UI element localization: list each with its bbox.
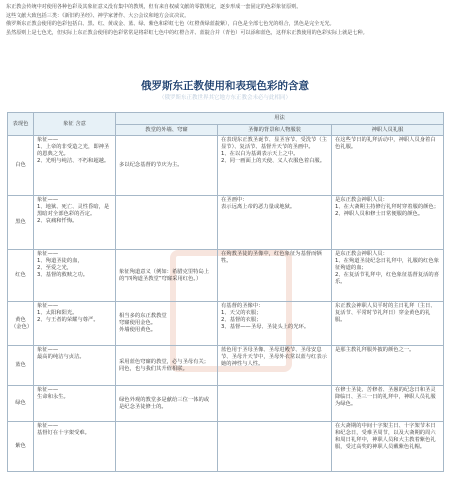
cell-line: 1、上帝的非受造之光，即神圣的恩典之光。 [37, 144, 110, 157]
usage-cell [332, 196, 444, 250]
usage-cell [116, 196, 218, 250]
table-row [8, 386, 444, 422]
cell-line: 外墙使用黄色。 [119, 327, 157, 333]
cell-line: 基督钉在十字架受难。 [37, 430, 90, 436]
intro-paragraph: 东正教会传统中对使用各种色彩及其象征意义没有集中的教规，但有来自权威文献的零散规定，逐步形成一套固定的色彩象征原则。 [6, 4, 302, 10]
cell-line: 象征—— [37, 423, 59, 429]
cell-line: 3、基督——圣母、圣徒头上的光环。 [221, 324, 310, 330]
symbol-cell [34, 196, 116, 250]
symbol-cell [34, 386, 116, 422]
color-name-cell: 黑色 [8, 196, 34, 250]
cell-line: 象征殉道意义（例如：希腊克里特岛上的“四殉道圣教堂”穹窿采用红色。） [119, 268, 210, 282]
usage-cell [218, 136, 332, 196]
header-color: 表现色 [8, 113, 34, 136]
page-subtitle: （俄罗斯东正教世界其它地方东正教会未必与此相同） [158, 95, 291, 101]
cell-line: 3、基督的救赎之功。 [37, 272, 89, 278]
cell-line: 表示远离上帝的恶力量或地狱。 [221, 204, 296, 210]
cell-line: 东正教会神职人员平时的主日礼拜（主日、复活节、平常时节礼拜日）穿金黄色的礼服。 [335, 303, 436, 323]
cell-line: 绿色外观的教堂多是献给三位一体的或是纪念圣徒修士的。 [119, 396, 210, 410]
symbol-cell [34, 422, 116, 472]
cell-line: 在这些节日的礼拜活动中，神职人员身着白色礼服。 [335, 137, 436, 150]
cell-line: 生命和永生。 [37, 394, 69, 400]
cell-line: 1、在以白为基调表示天上之中。 [221, 151, 299, 157]
color-meaning-table [7, 112, 444, 472]
page-title: 俄罗斯东正教使用和表现色彩的含意 [141, 80, 309, 92]
symbol-cell [34, 136, 116, 196]
cell-line: 1、天父的衣服； [221, 310, 262, 316]
cell-line: 2、基督的衣服； [221, 317, 262, 323]
cell-line: 象征—— [37, 303, 59, 309]
color-name-cell: 绿色 [8, 386, 34, 422]
usage-cell [218, 422, 332, 472]
cell-line: 最高的纯洁与贞洁。 [37, 354, 85, 360]
cell-line: 1、在殉道圣徒纪念日礼拜中，礼服的红色象征殉道的血； [335, 258, 440, 271]
intro-paragraph: 这些文献大致包括三类：《新旧约圣经》、神学家著作、大公会议和地方会议决议。 [6, 12, 190, 19]
cell-line: 在殉教圣徒的圣像中，红色象征为基督而牺牲。 [221, 251, 322, 264]
cell-line: 2、光明与纯洁、不朽和超越。 [37, 158, 110, 164]
cell-line: 2、在复活节礼拜中，红色象征基督复活的喜乐。 [335, 272, 440, 285]
table-row [8, 422, 444, 472]
usage-cell [116, 386, 218, 422]
usage-cell [116, 422, 218, 472]
symbol-cell [34, 250, 116, 302]
cell-line: 2、与王者的荣耀与尊严。 [37, 317, 99, 323]
cell-line: 有基督的圣像中： [221, 303, 264, 309]
usage-cell [218, 302, 332, 346]
cell-line: 在表现东正教圣诞节、显圣容节、受洗节（主显节）、复活节、基督升天节的圣画中。 [221, 137, 327, 150]
table-row [8, 346, 444, 386]
cell-line: 象征—— [37, 387, 59, 393]
cell-line: 1、太阳和阳光。 [37, 310, 78, 316]
cell-line: 象征—— [37, 197, 59, 203]
symbol-cell [34, 346, 116, 386]
cell-line: 2、神职人员和修士日常便服的颜色。 [335, 211, 424, 217]
color-name-cell: 白色 [8, 136, 34, 196]
cell-line: 采用蓝色穹窿的教堂，必与圣母有关； [119, 358, 210, 365]
cell-line: 是东正教会神职人员： [335, 251, 388, 257]
usage-cell [116, 250, 218, 302]
cell-line: 在大斋期的中间十字架主日、十字架节本日和纪念日，受难圣周节，以及大斋期的周六和周日礼拜中，神职人员和大主教着紫色礼服，受过高奖的神职人员戴紫色礼帽。 [335, 423, 436, 450]
usage-cell [218, 196, 332, 250]
usage-cell [116, 346, 218, 386]
cell-line: 象征—— [37, 251, 59, 257]
table-row [8, 136, 444, 196]
cell-line: 是东正教会神职人员： [335, 197, 388, 203]
table-row [8, 250, 444, 302]
usage-cell [332, 386, 444, 422]
usage-cell [332, 302, 444, 346]
usage-cell [332, 136, 444, 196]
color-name-cell: 黄色（金色） [8, 302, 34, 346]
table-row [8, 196, 444, 250]
cell-line: 是那主教礼拜服外披的颜色之一。 [335, 347, 415, 353]
cell-line: 蓝色用于圣母圣像、圣母进殿节、圣母安息节、圣母升天节中，圣母外衣常以蓝与红表示她的神性与人性。 [221, 347, 327, 367]
header-exterior: 教堂的外墙、穹窿 [116, 125, 218, 136]
cell-line: 相当多的东正教教堂 [119, 313, 167, 319]
cell-line: 在修士圣徒、苦修者、圣愚的纪念日和圣灵降临日、圣三一日的礼拜中，神职人员礼服为绿色。 [335, 387, 436, 407]
usage-cell [218, 346, 332, 386]
cell-line: 2、至爱之光， [37, 265, 73, 271]
cell-line: 1、殉道圣徒的血， [37, 258, 83, 264]
usage-cell [332, 250, 444, 302]
usage-cell [116, 136, 218, 196]
usage-cell [218, 386, 332, 422]
cell-line: 象征—— [37, 137, 59, 143]
intro-paragraph: 俄罗斯东正教会使用的色彩包括白、黑、红、黄或金、蓝、绿、紫色和彩虹七色（红橙黄绿蓝靛紫），白色是全部七色光的组合，黑色是完全无光。 [6, 21, 335, 28]
header-usage: 用法 [116, 113, 444, 125]
symbol-cell [34, 302, 116, 346]
cell-line: 1、在大斋期主持修行礼拜时穿着服的颜色； [335, 204, 440, 210]
cell-line: 同色，也与我们其升值相联。 [119, 365, 188, 372]
intro-paragraph: 虽然原则上是七色光，但实际上东正教会使用的色彩常常是将彩虹七色中的红橙合并、蓝靛合并（青色）可以添和蓝色，这样东正教使用的色彩实际上就是七种。 [6, 29, 368, 36]
cell-line: 2、哀痛和忏悔。 [37, 218, 78, 224]
header-symbol: 象征 含意 [34, 113, 116, 136]
cell-line: 1、地狱、死亡、灵性昏暗，是黑暗对全部色彩的否定。 [37, 204, 110, 217]
usage-cell [218, 250, 332, 302]
usage-cell [332, 422, 444, 472]
cell-line: 在圣画中： [221, 197, 248, 203]
cell-line: 多以纪念基督的节庆为主。 [119, 162, 183, 168]
table-row [8, 302, 444, 346]
usage-cell [116, 302, 218, 346]
color-name-cell: 红色 [8, 250, 34, 302]
color-name-cell: 紫色 [8, 422, 34, 472]
cell-line: 穹窿使用金色。 [119, 320, 157, 326]
intro-text [6, 3, 444, 37]
header-icon-background: 圣像的背景和人物服装 [218, 125, 332, 136]
cell-line: 2、同一画面上的天使、义人衣服色着白服。 [221, 158, 326, 164]
color-name-cell: 蓝色 [8, 346, 34, 386]
cell-line: 象征—— [37, 347, 59, 353]
usage-cell [332, 346, 444, 386]
header-vestments: 神职人员礼服 [332, 125, 444, 136]
